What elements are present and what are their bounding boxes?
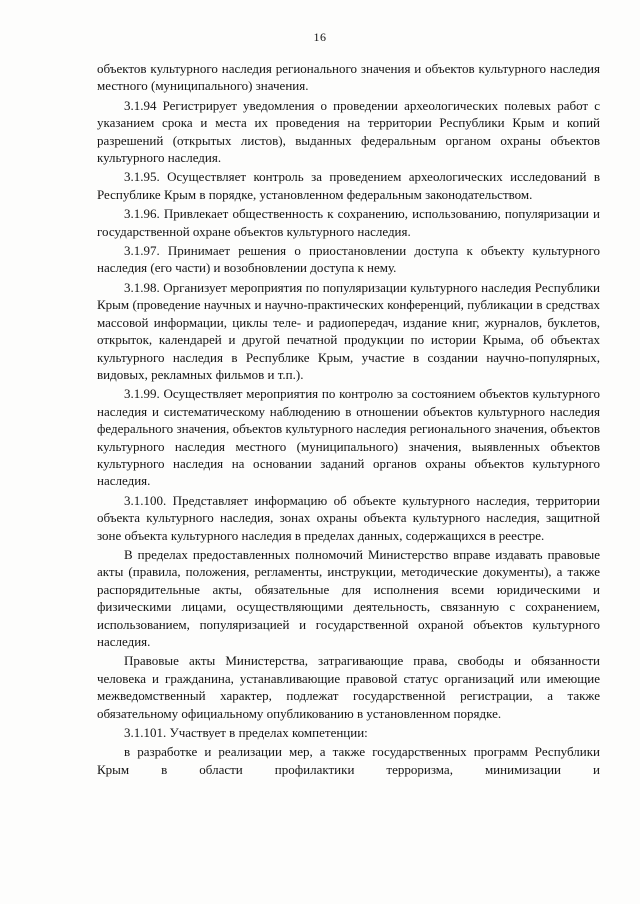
- paragraph: в разработке и реализации мер, а также государственных программ Республики Крым в области профилактики терроризма, минимизации и: [97, 744, 600, 777]
- paragraph: 3.1.96. Привлекает общественность к сохранению, использованию, популяризации и государственной охране объектов культурного наследия.: [97, 206, 600, 239]
- paragraph: 3.1.99. Осуществляет мероприятия по контролю за состоянием объектов культурного наследия и систематическому наблюдению в отношении объектов культурного наследия федерального значения, объектов культурного наследия регионального значения, объектов культурного наследия местного (муниципального) значения, выявленных объектов культурного наследия на основании заданий органов охраны объектов культурного наследия.: [97, 386, 600, 489]
- paragraph: Правовые акты Министерства, затрагивающие права, свободы и обязанности человека и гражданина, устанавливающие правовой статус организаций или имеющие межведомственный характер, подлежат государственной регистрации, а также обязательному официальному опубликованию в установленном порядке.: [97, 653, 600, 721]
- paragraph: 3.1.97. Принимает решения о приостановлении доступа к объекту культурного наследия (его части) и возобновлении доступа к нему.: [97, 243, 600, 276]
- paragraph: 3.1.100. Представляет информацию об объекте культурного наследия, территории объекта культурного наследия, зонах охраны объекта культурного наследия, защитной зоне объекта культурного наследия в пределах данных, содержащихся в реестре.: [97, 492, 600, 543]
- document-body: [97, 60, 600, 778]
- paragraph: 3.1.101. Участвует в пределах компетенции:: [124, 725, 368, 741]
- paragraph: 3.1.94 Регистрирует уведомления о проведении археологических полевых работ с указанием срока и места их проведения на территории Республики Крым и копий разрешений (открытых листов), выданных федеральным органом охраны объектов культурного наследия.: [97, 97, 600, 166]
- paragraph: В пределах предоставленных полномочий Министерство вправе издавать правовые акты (правила, положения, регламенты, инструкции, методические документы), а также распорядительные акты, обязательные для исполнения всеми юридическими и физическими лицами, осуществляющими деятельность, связанную с сохранением, использованием, популяризацией и государственной охраной объектов культурного наследия.: [97, 546, 600, 649]
- paragraph: 3.1.95. Осуществляет контроль за проведением археологических исследований в Республике Крым в порядке, установленном федеральным законодательством.: [97, 169, 600, 202]
- page-number: 16: [313, 30, 327, 44]
- paragraph: 3.1.98. Организует мероприятия по популяризации культурного наследия Республики Крым (проведение научных и научно-практических конференций, публикации в средствах массовой информации, циклы теле- и радиопередач, издание книг, журналов, буклетов, открыток, календарей и другой печатной продукции по истории Крыма, об объектах культурного наследия в Республике Крым, участие в создании научно-популярных, видовых, рекламных фильмов и т.п.).: [97, 279, 600, 382]
- paragraph: объектов культурного наследия регионального значения и объектов культурного наследия местного (муниципального) значения.: [97, 61, 600, 94]
